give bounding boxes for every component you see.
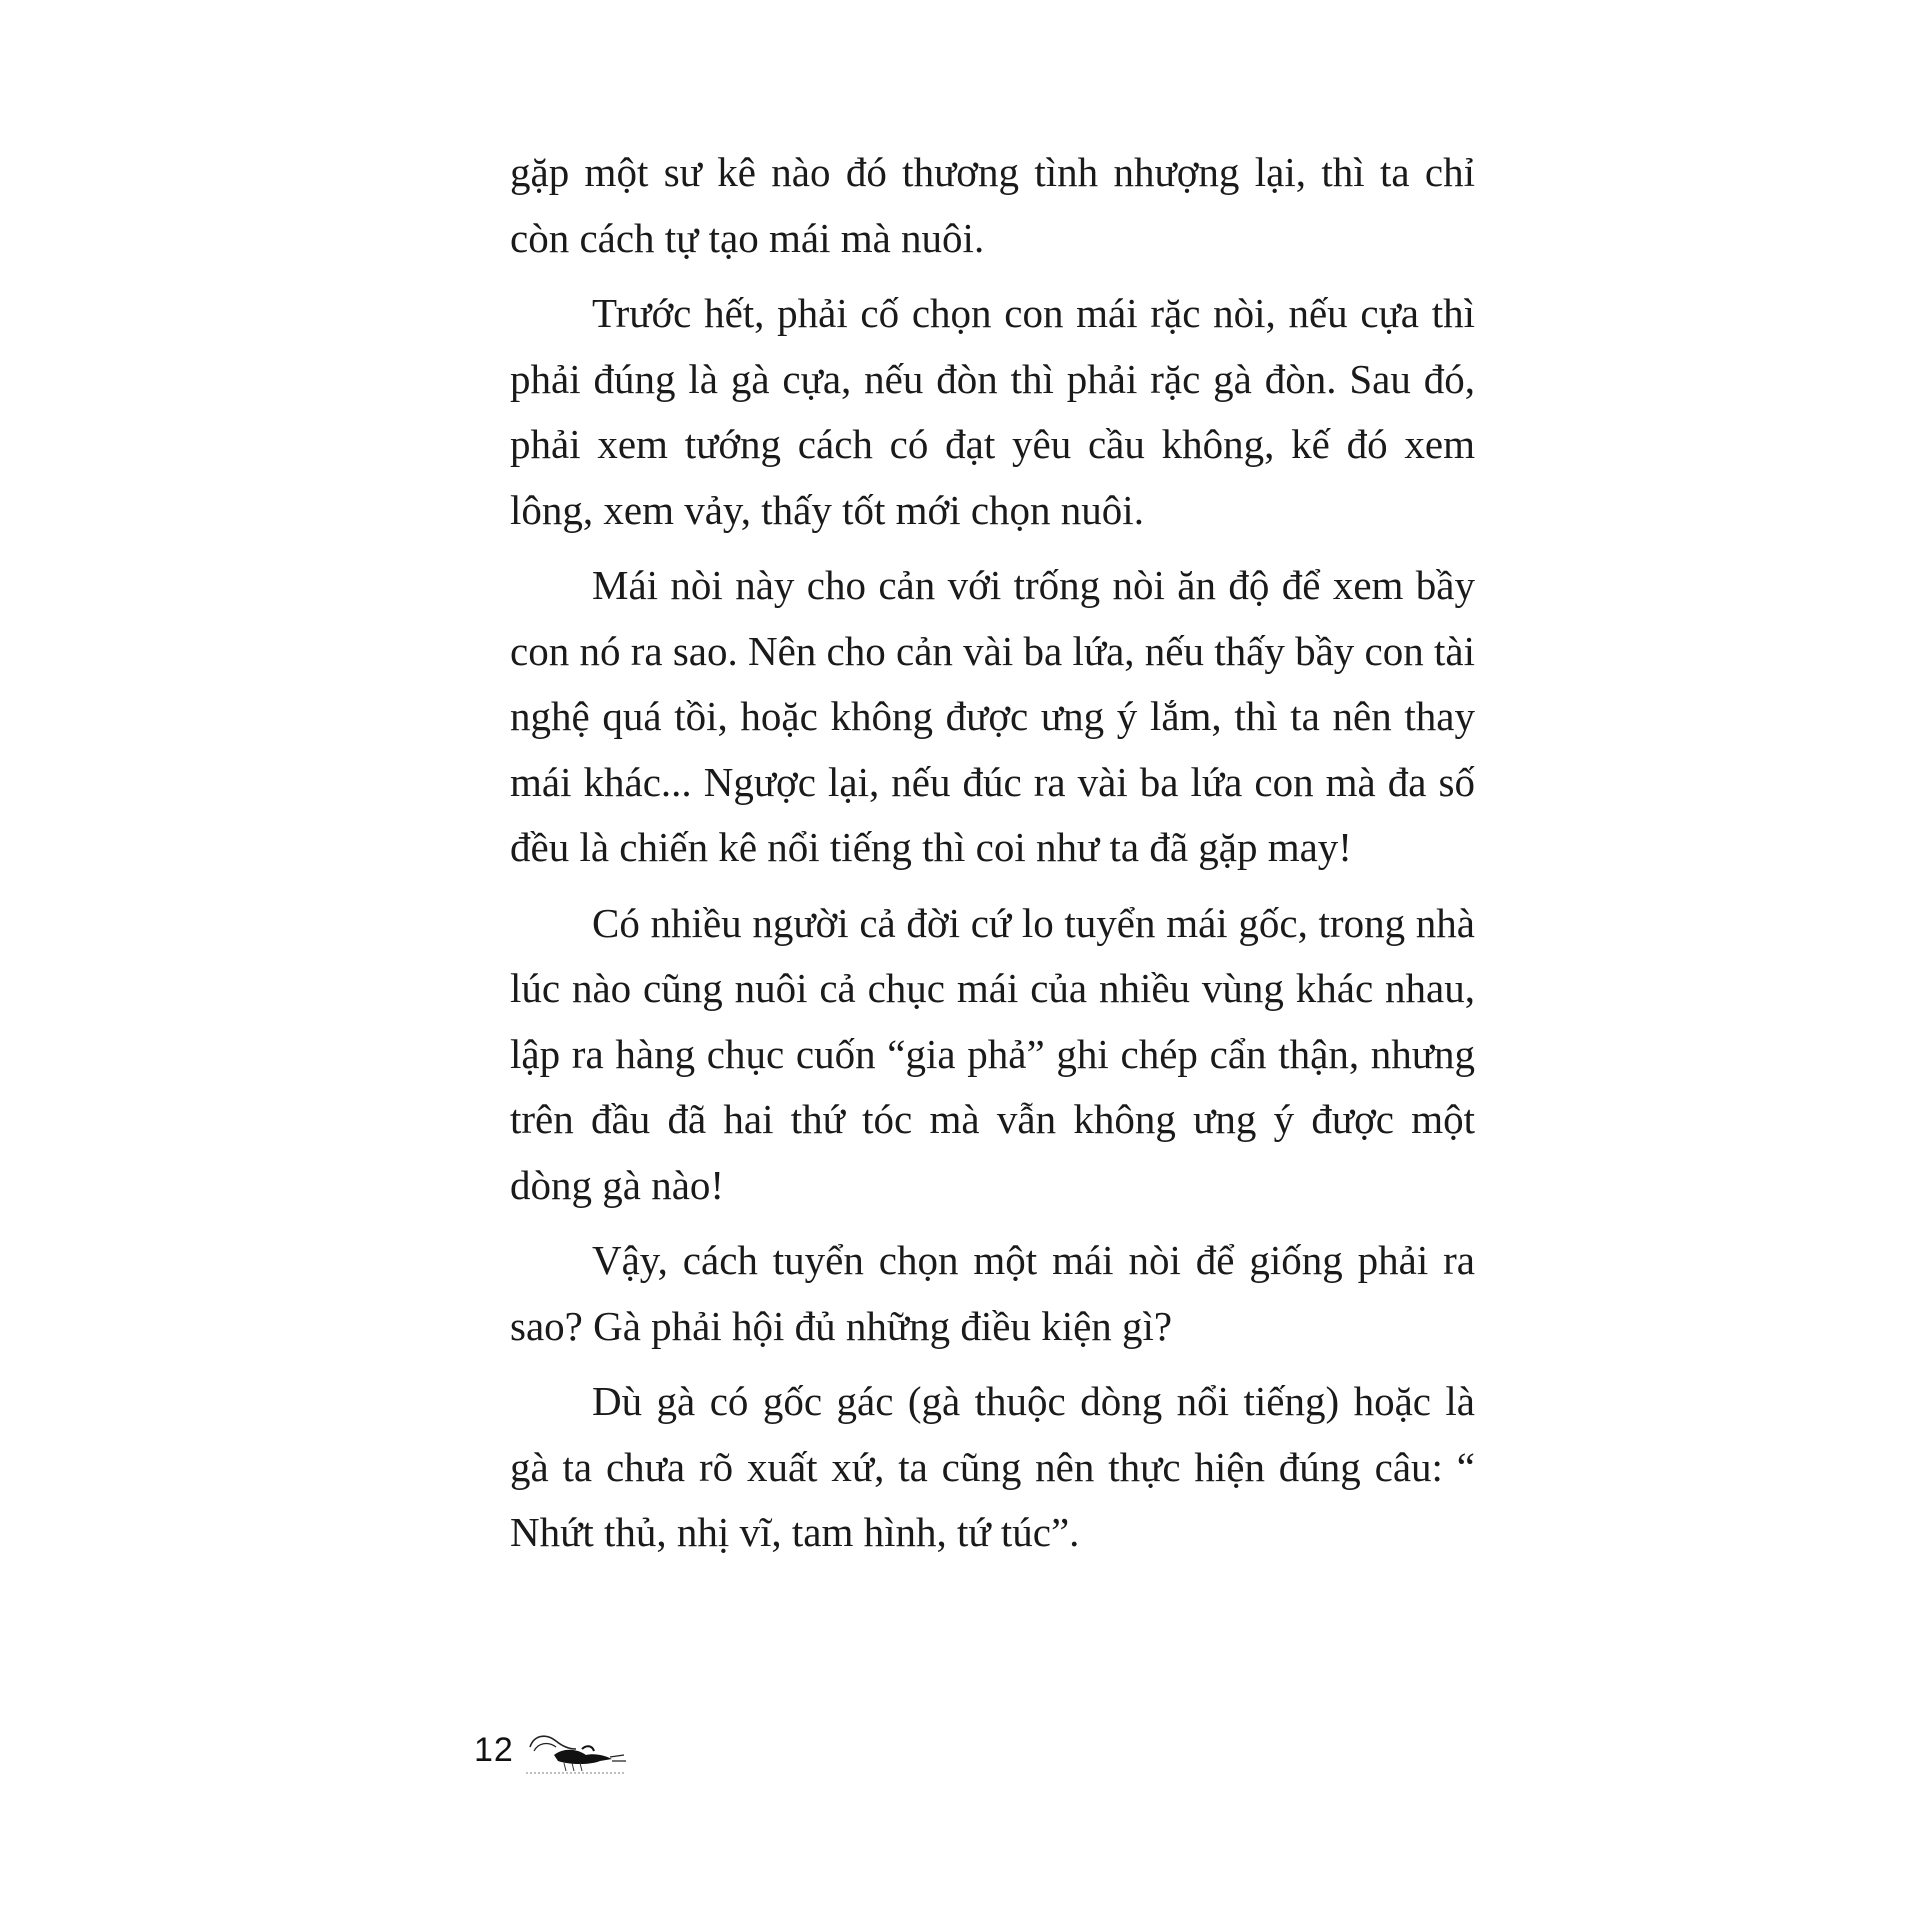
paragraph-2: Trước hết, phải cố chọn con mái rặc nòi, nếu cựa thì phải đúng là gà cựa, nếu đòn thì phải rặc gà đòn. Sau đó, phải xem tướng cách có đạt yêu cầu không, kế đó xem lông, xem vảy, thấy tốt mới chọn nuôi. — [510, 290, 1475, 533]
paragraph-1: gặp một sư kê nào đó thương tình nhượng lại, thì ta chỉ còn cách tự tạo mái mà nuôi. — [510, 149, 1475, 261]
paragraph-3: Mái nòi này cho cản với trống nòi ăn độ để xem bầy con nó ra sao. Nên cho cản vài ba lứa, nếu thấy bầy con tài nghệ quá tồi, hoặc không được ưng ý lắm, thì ta nên thay mái khác... Ngược lại, nếu đúc ra vài ba lứa con mà đa số đều là chiến kê nổi tiếng thì coi như ta đã gặp may! — [510, 562, 1475, 870]
page-footer — [474, 1725, 694, 1785]
paragraph-6: Dù gà có gốc gác (gà thuộc dòng nổi tiếng) hoặc là gà ta chưa rõ xuất xứ, ta cũng nên thực hiện đúng câu: “ Nhứt thủ, nhị vĩ, tam hình, tứ túc”. — [510, 1378, 1475, 1555]
paragraph-4: Có nhiều người cả đời cứ lo tuyển mái gốc, trong nhà lúc nào cũng nuôi cả chục mái của nhiều vùng khác nhau, lập ra hàng chục cuốn “gia phả” ghi chép cẩn thận, nhưng trên đầu đã hai thứ tóc mà vẫn không ưng ý được một dòng gà nào! — [510, 899, 1475, 1208]
rooster-ornament-icon — [524, 1725, 634, 1775]
page-number: 12 — [474, 1731, 514, 1769]
paragraph-5: Vậy, cách tuyển chọn một mái nòi để giống phải ra sao? Gà phải hội đủ những điều kiện gì? — [510, 1237, 1475, 1349]
body-text — [510, 140, 1475, 1576]
